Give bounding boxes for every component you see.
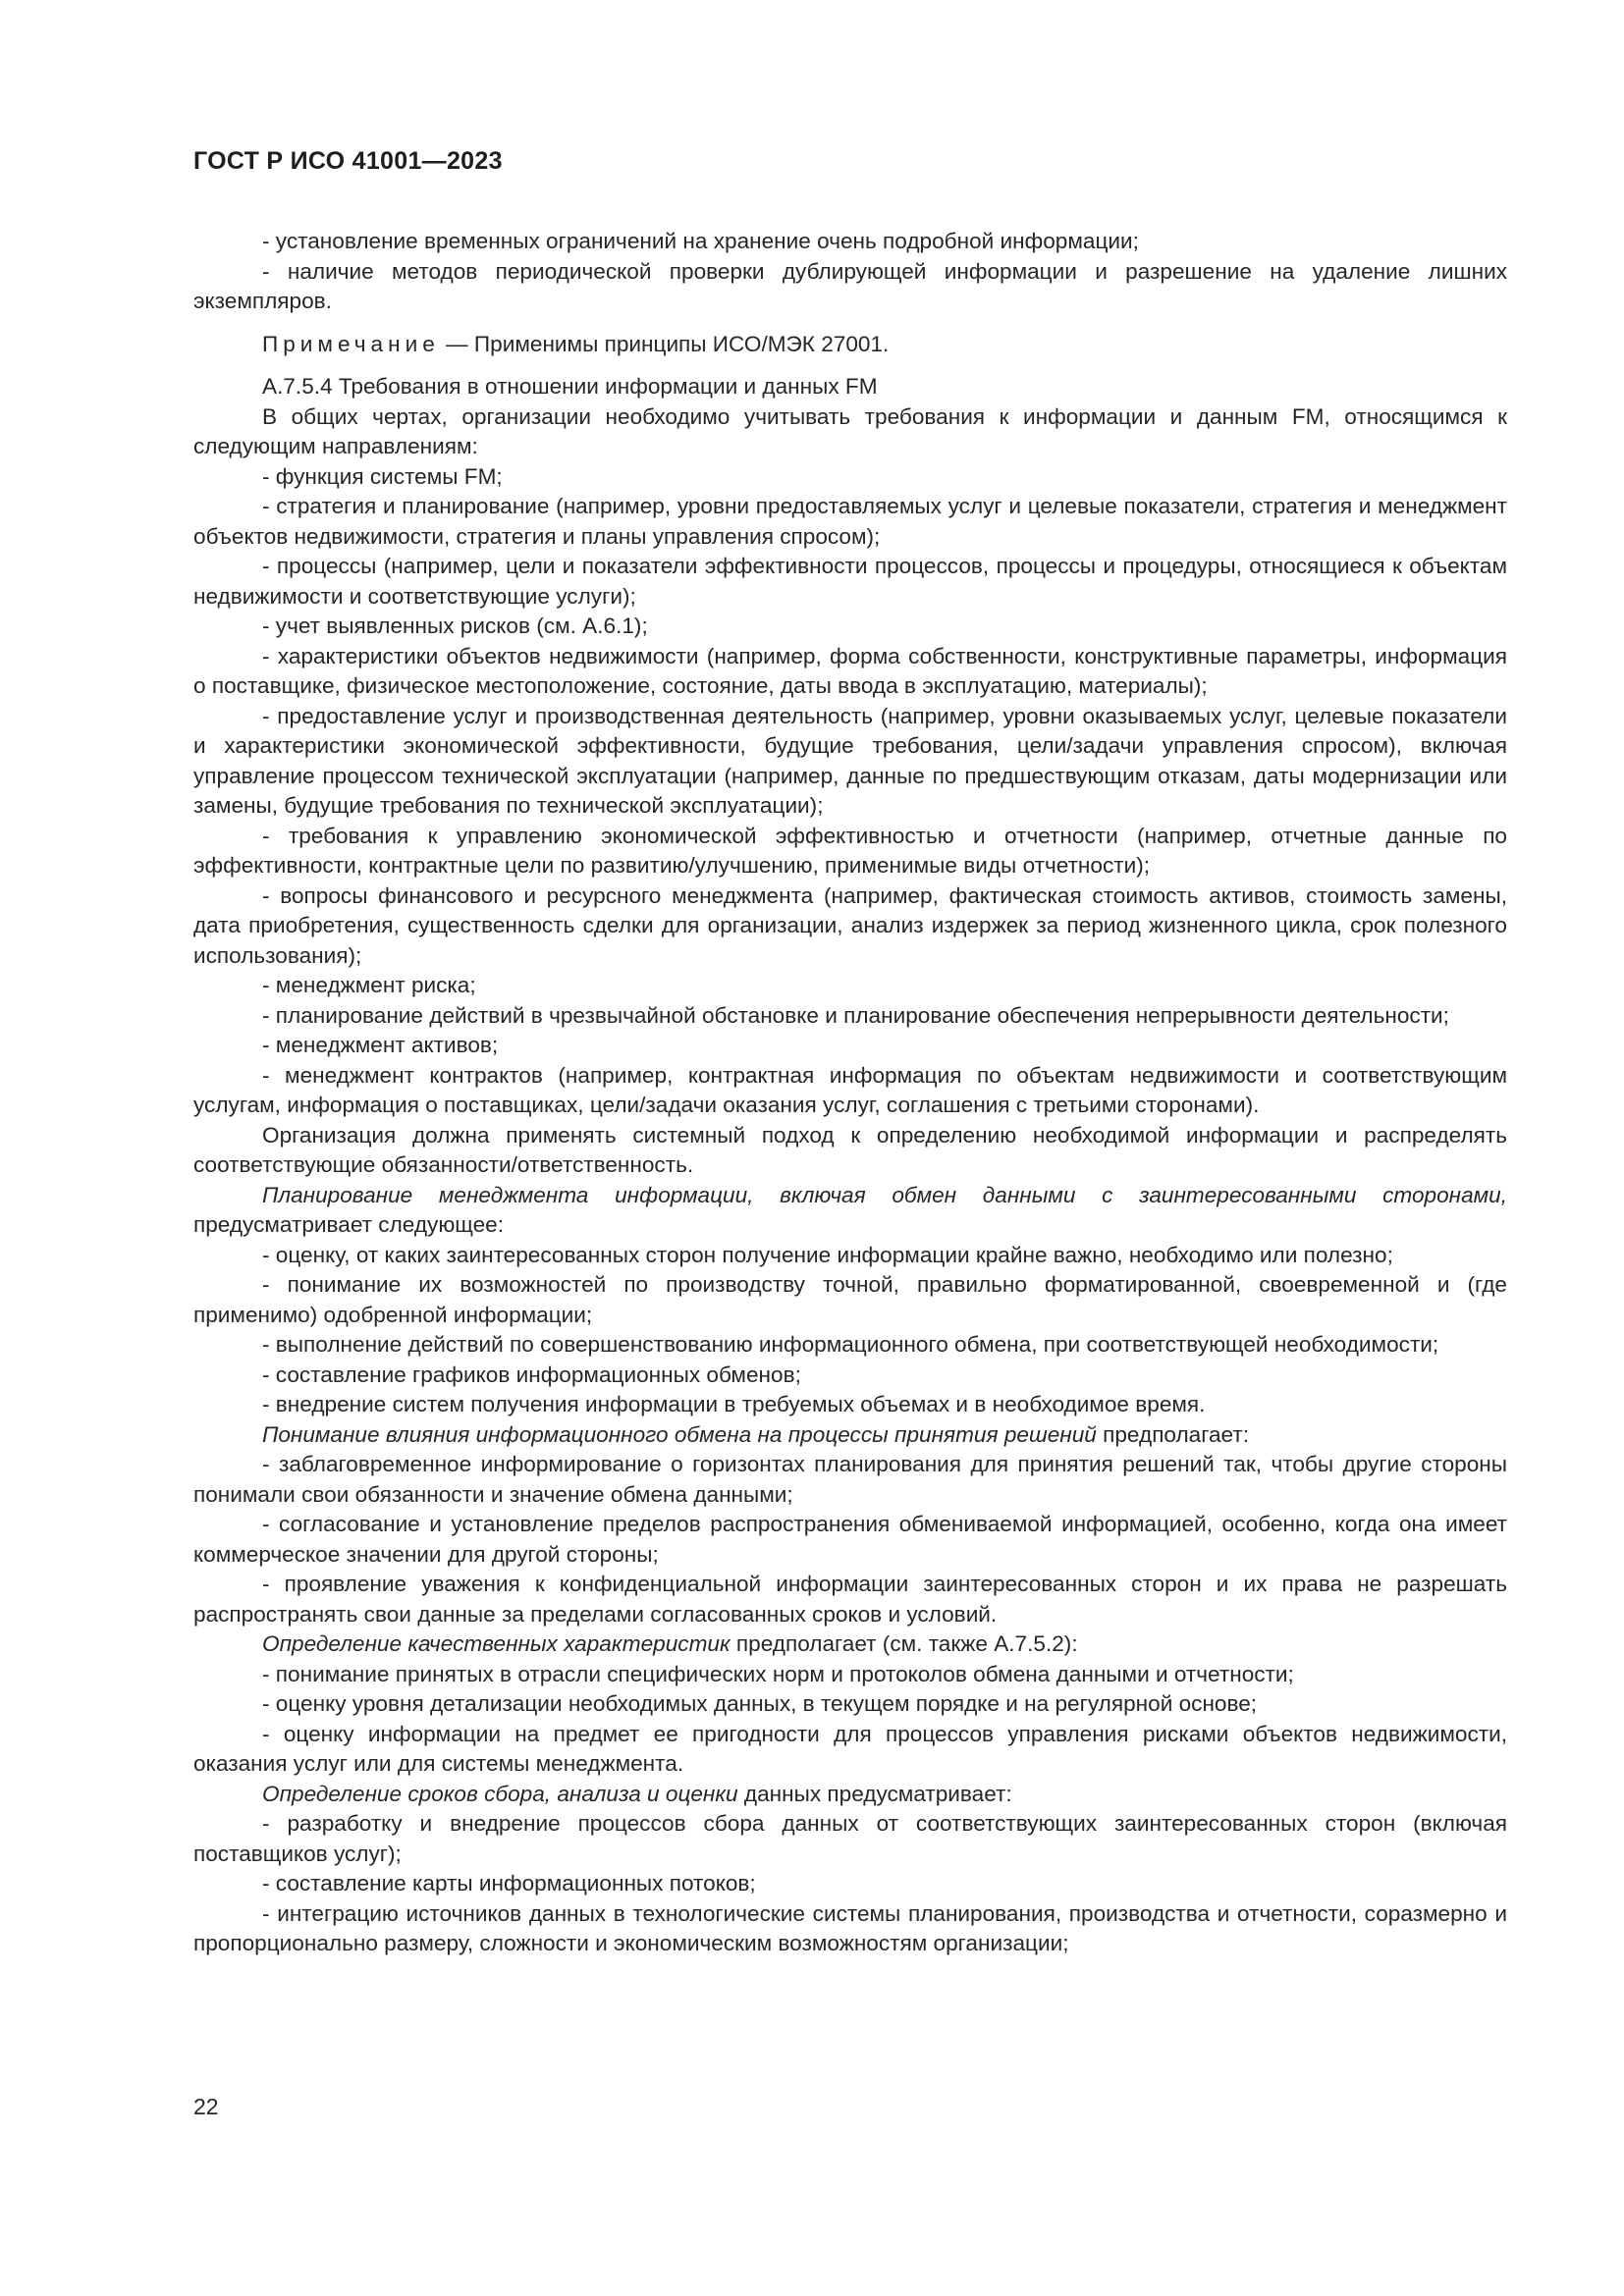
- list-item: - предоставление услуг и производственная деятельность (например, уровни оказываемых услуг, целевые показатели и характеристики экономической эффективности, будущие требования, цели/задачи управления спросом), включая управление процессом технической эксплуатации (например, данные по предшествующим отказам, даты модернизации или замены, будущие требования по технической эксплуатации);: [193, 703, 1507, 818]
- lead-rest: предполагает:: [1096, 1421, 1249, 1447]
- list-item: - характеристики объектов недвижимости (например, форма собственности, конструктивные параметры, информация о поставщике, физическое местоположение, состояние, даты ввода в эксплуатацию, материалы);: [193, 643, 1507, 698]
- list-item: - функция системы FM;: [262, 463, 503, 489]
- paragraph: - наличие методов периодической проверки дублирующей информации и разрешение на удаление лишних экземпляров.: [193, 258, 1507, 313]
- list-item: - планирование действий в чрезвычайной обстановке и планирование обеспечения непрерывности деятельности;: [262, 1002, 1449, 1028]
- paragraph: В общих чертах, организации необходимо учитывать требования к информации и данным FM, относящимся к следующим направлениям:: [193, 403, 1507, 458]
- list-item: - внедрение систем получения информации в требуемых объемах и в необходимое время.: [262, 1392, 1206, 1416]
- list-item: - выполнение действий по совершенствованию информационного обмена, при соответствующей необходимости;: [262, 1332, 1439, 1357]
- list-item: - вопросы финансового и ресурсного менеджмента (например, фактическая стоимость активов, стоимость замены, дата приобретения, существенность сделки для организации, анализ издержек за период жизненного цикла, срок полезного использования);: [193, 882, 1507, 968]
- italic-lead: Планирование менеджмента информации, включая обмен данными с заинтересованными сторонами,: [262, 1182, 1507, 1207]
- document-header: ГОСТ Р ИСО 41001—2023: [193, 147, 503, 175]
- italic-lead: Определение качественных характеристик: [262, 1631, 731, 1656]
- list-item: - составление карты информационных потоков;: [262, 1871, 756, 1896]
- paragraph: Организация должна применять системный подход к определению необходимой информации и распределять соответствующие обязанности/ответственность.: [193, 1122, 1507, 1177]
- italic-lead: Понимание влияния информационного обмена на процессы принятия решений: [262, 1421, 1097, 1447]
- list-item: - согласование и установление пределов распространения обмениваемой информацией, особенно, когда она имеет коммерческое значении для другой стороны;: [193, 1512, 1507, 1567]
- list-item: - менеджмент активов;: [262, 1033, 499, 1057]
- list-item: - понимание принятых в отрасли специфических норм и протоколов обмена данными и отчетности;: [262, 1661, 1294, 1686]
- list-item: - менеджмент риска;: [262, 973, 476, 997]
- list-item: - заблаговременное информирование о горизонтах планирования для принятия решений так, чтобы другие стороны понимали свои обязанности и значение обмена данными;: [193, 1452, 1507, 1507]
- list-item: - интеграцию источников данных в технологические системы планирования, производства и отчетности, соразмерно и пропорционально размеру, сложности и экономическим возможностям организации;: [193, 1900, 1507, 1955]
- list-item: - менеджмент контрактов (например, контрактная информация по объектам недвижимости и соответствующим услугам, информация о поставщиках, цели/задачи оказания услуг, соглашения с третьими сторонами).: [193, 1062, 1507, 1117]
- list-item: - понимание их возможностей по производству точной, правильно форматированной, своевременной и (где применимо) одобренной информации;: [193, 1272, 1507, 1327]
- paragraph: [193, 1420, 1507, 1451]
- paragraph: [193, 1780, 1507, 1810]
- lead-rest: предполагает (см. также А.7.5.2):: [730, 1631, 1078, 1656]
- list-item: - проявление уважения к конфиденциальной информации заинтересованных сторон и их права не разрешать распространять свои данные за пределами согласованных сроков и условий.: [193, 1572, 1507, 1627]
- paragraph: - установление временных ограничений на хранение очень подробной информации;: [262, 229, 1139, 253]
- list-item: - требования к управлению экономической эффективностью и отчетности (например, отчетные данные по эффективности, контрактные цели по развитию/улучшению, применимые виды отчетности);: [193, 823, 1507, 878]
- lead-rest: предусматривает следующее:: [193, 1212, 505, 1237]
- paragraph: [193, 1629, 1507, 1660]
- paragraph: [193, 1181, 1507, 1241]
- section-heading: А.7.5.4 Требования в отношении информации и данных FM: [262, 374, 878, 399]
- list-item: - составление графиков информационных обменов;: [262, 1362, 801, 1387]
- note-label: Примечание: [262, 331, 440, 356]
- italic-lead: Определение сроков сбора, анализа и оценки: [262, 1781, 738, 1806]
- note-text: — Применимы принципы ИСО/МЭК 27001.: [439, 331, 890, 356]
- note: [193, 330, 1507, 360]
- list-item: - оценку, от каких заинтересованных сторон получение информации крайне важно, необходимо или полезно;: [262, 1242, 1393, 1267]
- lead-rest: данных предусматривает:: [737, 1781, 1012, 1806]
- list-item: - учет выявленных рисков (см. А.6.1);: [262, 614, 648, 638]
- page-number: 22: [193, 2094, 219, 2119]
- list-item: - стратегия и планирование (например, уровни предоставляемых услуг и целевые показатели, стратегия и менеджмент объектов недвижимости, стратегия и планы управления спросом);: [193, 494, 1507, 549]
- list-item: - разработку и внедрение процессов сбора данных от соответствующих заинтересованных сторон (включая поставщиков услуг);: [193, 1811, 1507, 1866]
- list-item: - оценку информации на предмет ее пригодности для процессов управления рисками объектов недвижимости, оказания услуг или для системы менеджмента.: [193, 1721, 1507, 1776]
- list-item: - оценку уровня детализации необходимых данных, в текущем порядке и на регулярной основе;: [262, 1691, 1258, 1716]
- document-body: [193, 227, 1507, 1959]
- list-item: - процессы (например, цели и показатели эффективности процессов, процессы и процедуры, относящиеся к объектам недвижимости и соответствующие услуги);: [193, 554, 1507, 609]
